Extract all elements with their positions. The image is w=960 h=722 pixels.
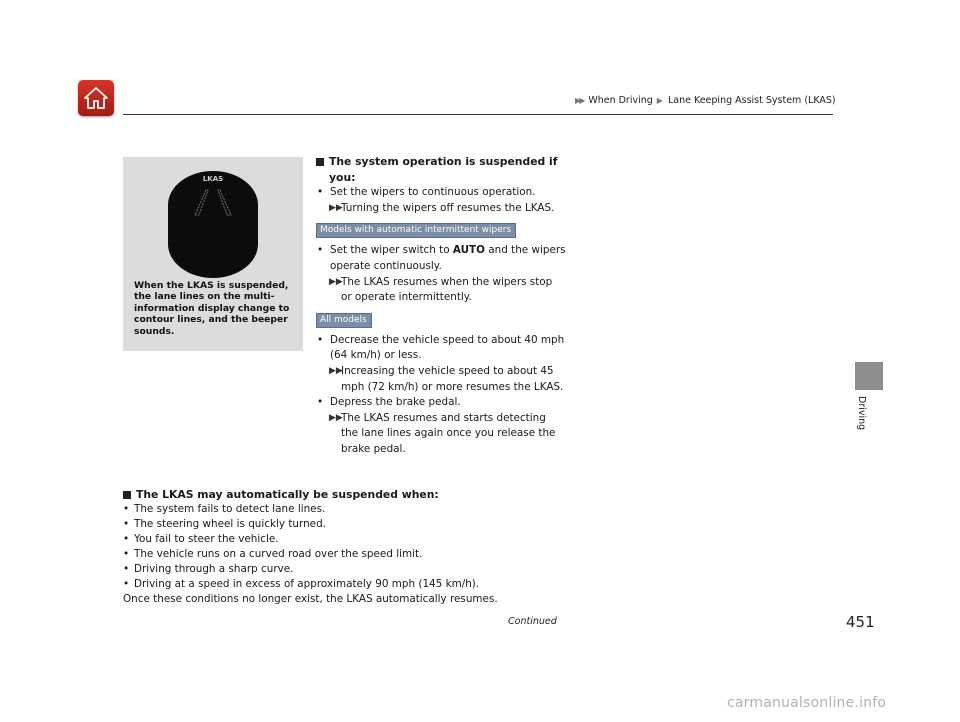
sub-item-text: The LKAS resumes and starts detecting the lane lines again once you release the brake pedal.	[341, 411, 556, 455]
watermark: carmanualsonline.info	[727, 695, 887, 711]
list-item	[123, 577, 623, 592]
list-item	[316, 333, 566, 364]
list-item	[123, 532, 623, 547]
sub-item-text: Turning the wipers off resumes the LKAS.	[341, 201, 555, 214]
arrow-icon: ▶▶	[329, 412, 343, 423]
section-heading-text: The LKAS may automatically be suspended when:	[136, 488, 439, 501]
auto-label: AUTO	[452, 244, 485, 257]
lane-lines-icon	[168, 171, 258, 278]
list-item	[123, 547, 623, 562]
arrow-icon: ▶▶	[329, 276, 343, 287]
list-item	[316, 185, 566, 201]
breadcrumb-item[interactable]: When Driving	[588, 95, 653, 106]
arrow-icon: ▶▶	[329, 365, 343, 376]
continued-label: Continued	[508, 616, 557, 627]
bullet: •	[317, 333, 324, 346]
list-item	[123, 562, 623, 577]
list-item-text: The system fails to detect lane lines.	[134, 503, 326, 515]
bullet: •	[123, 533, 130, 545]
square-bullet-icon	[123, 491, 131, 499]
bullet: •	[123, 548, 130, 560]
home-icon	[83, 86, 109, 110]
bullet: •	[317, 396, 324, 409]
breadcrumb	[575, 95, 836, 106]
list-item-text: Decrease the vehicle speed to about 40 mph (64 km/h) or less.	[330, 333, 565, 362]
header-divider	[123, 114, 833, 115]
figure-panel	[123, 157, 303, 351]
text-part: and the wipers operate continuously.	[330, 244, 566, 272]
main-content	[316, 154, 566, 458]
list-item	[316, 243, 566, 274]
list-item-text: Driving through a sharp curve.	[134, 563, 294, 575]
model-tag: All models	[316, 313, 372, 328]
list-item	[123, 517, 623, 532]
bullet: •	[317, 244, 324, 257]
sub-item	[316, 201, 566, 217]
sub-item-text: The LKAS resumes when the wipers stop or operate intermittently.	[341, 275, 553, 304]
bullet: •	[123, 518, 130, 530]
breadcrumb-arrow-icon: ▶▶	[575, 96, 584, 105]
footer-text: Once these conditions no longer exist, the LKAS automatically resumes.	[123, 593, 498, 605]
chapter-tab-label[interactable]: Driving	[856, 396, 867, 431]
section-heading-text: The system operation is suspended if you:	[329, 155, 558, 184]
list-item	[316, 395, 566, 411]
sub-item	[316, 364, 566, 395]
sub-item	[316, 275, 566, 306]
home-button[interactable]	[78, 80, 114, 116]
square-bullet-icon	[316, 158, 324, 166]
text-part: Set the wiper switch to	[330, 244, 453, 257]
bullet: •	[317, 186, 324, 199]
page-number: 451	[846, 613, 875, 631]
list-item-text	[330, 243, 566, 274]
bullet: •	[123, 563, 130, 575]
list-item-text: The steering wheel is quickly turned.	[134, 518, 326, 530]
section-heading	[123, 487, 623, 502]
list-item-text: Driving at a speed in excess of approximately 90 mph (145 km/h).	[134, 578, 480, 590]
arrow-icon: ▶▶	[329, 202, 343, 213]
list-item-text: The vehicle runs on a curved road over the speed limit.	[134, 548, 423, 560]
model-tag: Models with automatic intermittent wipers	[316, 223, 516, 238]
list-item	[123, 502, 623, 517]
breadcrumb-item[interactable]: Lane Keeping Assist System (LKAS)	[667, 95, 836, 106]
figure-caption: When the LKAS is suspended, the lane lines on the multi-information display change to contour lines, and the beeper sounds.	[134, 280, 290, 337]
sub-item	[316, 411, 566, 458]
bullet: •	[123, 503, 130, 515]
sub-item-text: Increasing the vehicle speed to about 45 mph (72 km/h) or more resumes the LKAS.	[341, 364, 564, 393]
bullet: •	[123, 578, 130, 590]
list-item-text: You fail to steer the vehicle.	[134, 533, 279, 545]
bottom-section	[123, 487, 623, 607]
list-item-text: Depress the brake pedal.	[330, 396, 461, 409]
list-item-text: Set the wipers to continuous operation.	[330, 186, 536, 199]
chapter-tab[interactable]	[855, 362, 883, 390]
breadcrumb-separator-icon: ▶	[656, 96, 663, 105]
multi-information-display-image	[168, 171, 258, 278]
section-heading	[316, 154, 566, 185]
display-label: LKAS	[202, 175, 224, 183]
